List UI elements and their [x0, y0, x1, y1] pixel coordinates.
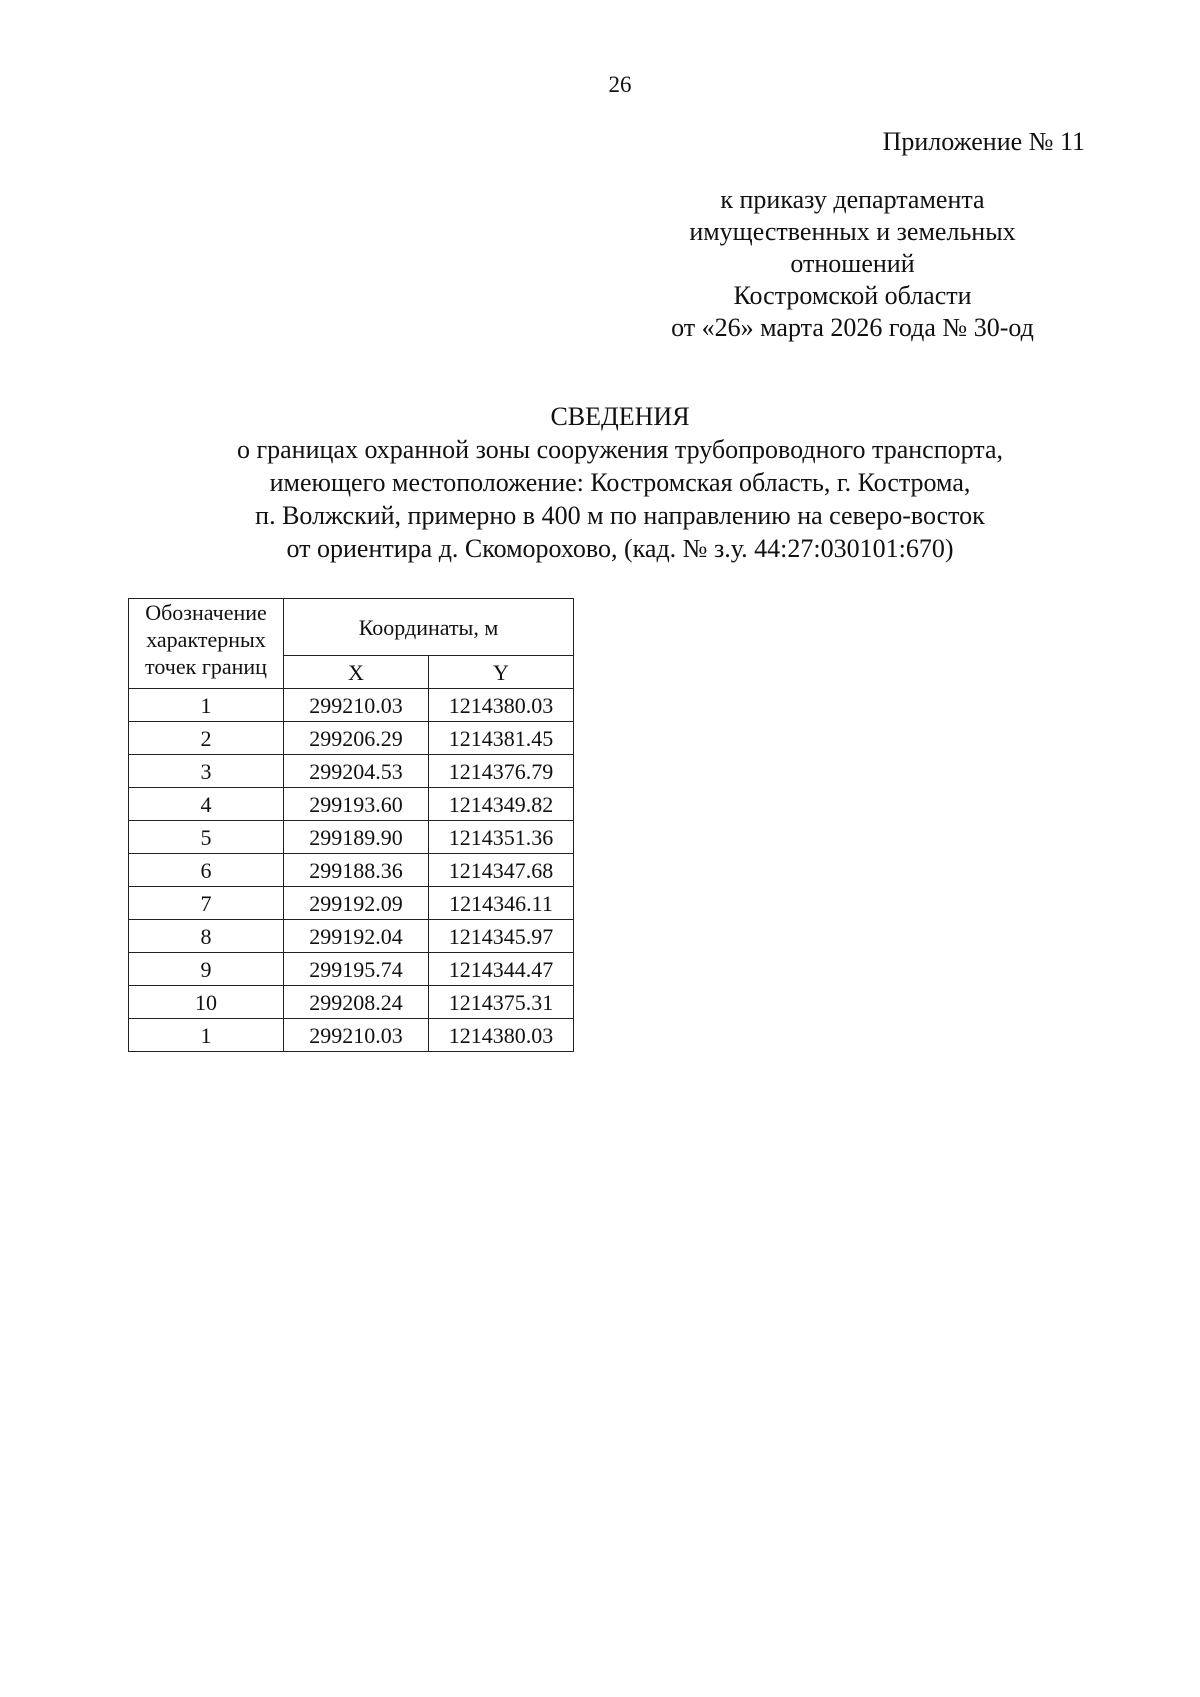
y-cell: 1214376.79: [429, 755, 574, 788]
table-row: [129, 1019, 574, 1052]
y-column-header: Y: [429, 656, 574, 689]
x-cell: 299208.24: [284, 986, 429, 1019]
heading-line: от ориентира д. Скоморохово, (кад. № з.у. 44:27:030101:670): [286, 534, 954, 563]
x-cell: 299192.09: [284, 887, 429, 920]
x-cell: 299210.03: [284, 1019, 429, 1052]
x-cell: 299195.74: [284, 953, 429, 986]
y-cell: 1214375.31: [429, 986, 574, 1019]
x-cell: 299206.29: [284, 722, 429, 755]
coordinates-table: [128, 598, 574, 1052]
heading-line: п. Волжский, примерно в 400 м по направлению на северо-восток: [255, 501, 985, 530]
y-cell: 1214347.68: [429, 854, 574, 887]
y-cell: 1214345.97: [429, 920, 574, 953]
point-cell: 1: [129, 689, 284, 722]
y-cell: 1214381.45: [429, 722, 574, 755]
table-row: [129, 788, 574, 821]
point-cell: 9: [129, 953, 284, 986]
point-cell: 2: [129, 722, 284, 755]
point-cell: 5: [129, 821, 284, 854]
table-row: [129, 887, 574, 920]
y-cell: 1214380.03: [429, 1019, 574, 1052]
y-cell: 1214344.47: [429, 953, 574, 986]
point-header-line: Обозначение: [145, 600, 267, 625]
point-cell: 4: [129, 788, 284, 821]
x-cell: 299188.36: [284, 854, 429, 887]
x-cell: 299192.04: [284, 920, 429, 953]
order-line: имущественных и земельных: [689, 217, 1016, 246]
y-cell: 1214349.82: [429, 788, 574, 821]
heading-line: имеющего местоположение: Костромская область, г. Кострома,: [269, 468, 971, 497]
table-row: [129, 854, 574, 887]
point-header-line: точек границ: [145, 654, 267, 679]
order-reference: [610, 184, 1095, 344]
table-row: [129, 755, 574, 788]
document-heading: [150, 400, 1090, 565]
order-line: к приказу департамента: [720, 185, 985, 214]
table-row: [129, 986, 574, 1019]
point-cell: 6: [129, 854, 284, 887]
page-number: 26: [608, 72, 632, 97]
heading-line: о границах охранной зоны сооружения трубопроводного транспорта,: [236, 435, 1004, 464]
order-line: от «26» марта 2026 года № 30-од: [671, 313, 1034, 342]
point-header-line: характерных: [146, 627, 266, 652]
order-line: Костромской области: [733, 281, 972, 310]
point-column-header: [129, 599, 284, 689]
table-row: [129, 821, 574, 854]
y-cell: 1214346.11: [429, 887, 574, 920]
coordinates-header: Координаты, м: [284, 599, 574, 656]
x-column-header: X: [284, 656, 429, 689]
table-row: [129, 920, 574, 953]
point-cell: 3: [129, 755, 284, 788]
appendix-title: Приложение № 11: [882, 127, 1085, 156]
x-cell: 299189.90: [284, 821, 429, 854]
table-row: [129, 722, 574, 755]
point-cell: 8: [129, 920, 284, 953]
y-cell: 1214380.03: [429, 689, 574, 722]
order-line: отношений: [790, 249, 915, 278]
heading-title: СВЕДЕНИЯ: [550, 402, 690, 431]
x-cell: 299204.53: [284, 755, 429, 788]
table-row: [129, 689, 574, 722]
y-cell: 1214351.36: [429, 821, 574, 854]
point-cell: 10: [129, 986, 284, 1019]
table-row: [129, 953, 574, 986]
point-cell: 7: [129, 887, 284, 920]
x-cell: 299193.60: [284, 788, 429, 821]
x-cell: 299210.03: [284, 689, 429, 722]
point-cell: 1: [129, 1019, 284, 1052]
